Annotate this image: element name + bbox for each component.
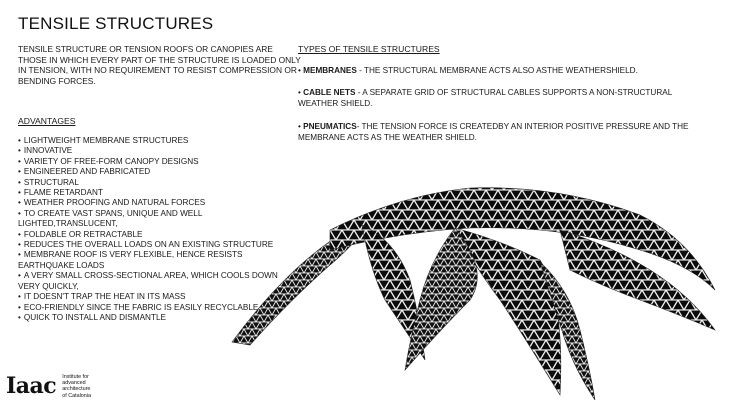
logo-text: Institute for advanced architecture of Catalonia: [62, 374, 91, 399]
types-heading: TYPES OF TENSILE STRUCTURES: [298, 44, 440, 54]
type-term: MEMBRANES: [303, 66, 357, 75]
type-term: CABLE NETS: [303, 88, 356, 97]
list-item: • ENGINEERED AND FABRICATED: [18, 167, 151, 177]
list-item: • A VERY SMALL CROSS-SECTIONAL AREA, WHICH COOLS DOWN VERY QUICKLY,: [18, 271, 278, 291]
list-item: • FOLDABLE OR RETRACTABLE: [18, 229, 143, 239]
iaac-logo: [6, 374, 112, 399]
type-term: PNEUMATICS: [303, 122, 357, 131]
type-membranes: • MEMBRANES - THE STRUCTURAL MEMBRANE ACTS ALSO ASTHE WEATHERSHIELD.: [298, 66, 638, 75]
type-description: - A SEPARATE GRID OF STRUCTURAL CABLES SUPPORTS A NON-STRUCTURAL WEATHER SHIELD.: [298, 88, 672, 108]
list-item: • REDUCES THE OVERALL LOADS ON AN EXISTING STRUCTURE: [18, 240, 274, 250]
list-item: • INNOVATIVE: [18, 146, 73, 156]
advantages-list: [18, 136, 288, 323]
list-item: • TO CREATE VAST SPANS, UNIQUE AND WELL LIGHTED,TRANSLUCENT,: [18, 208, 203, 229]
list-item: • LIGHTWEIGHT MEMBRANE STRUCTURES: [18, 136, 189, 145]
list-item: • QUICK TO INSTALL AND DISMANTLE: [18, 312, 166, 322]
type-description: - THE STRUCTURAL MEMBRANE ACTS ALSO ASTHE WEATHERSHIELD.: [356, 66, 638, 75]
shell-center-dome-left: [405, 228, 477, 370]
list-item: • VARIETY OF FREE-FORM CANOPY DESIGNS: [18, 156, 199, 166]
list-item: • IT DOESN'T TRAP THE HEAT IN ITS MASS: [18, 292, 186, 302]
advantages-heading: ADVANTAGES: [18, 116, 76, 126]
type-description: - THE TENSION FORCE IS CREATEDBY AN INTERIOR POSITIVE PRESSURE AND THE MEMBRANE ACTS AS THE WEATHER SHIELD.: [298, 122, 689, 142]
list-item: • ECO-FRIENDLY SINCE THE FABRIC IS EASILY RECYCLABLE.: [18, 302, 261, 312]
list-item: • WEATHER PROOFING AND NATURAL FORCES: [18, 198, 206, 208]
list-item: • STRUCTURAL: [18, 177, 79, 187]
type-cable-nets: • CABLE NETS - A SEPARATE GRID OF STRUCTURAL CABLES SUPPORTS A NON-STRUCTURAL WEATHER SHIELD.: [298, 88, 672, 108]
logo-mark: Iaac: [6, 373, 57, 400]
list-item: • MEMBRANE ROOF IS VERY FLEXIBLE, HENCE RESISTS EARTHQUAKE LOADS: [18, 250, 243, 270]
slide-title: TENSILE STRUCTURES: [18, 14, 214, 33]
list-item: • FLAME RETARDANT: [18, 188, 103, 198]
intro-paragraph: TENSILE STRUCTURE OR TENSION ROOFS OR CANOPIES ARE THOSE IN WHICH EVERY PART OF THE STRUCTURE IS LOADED ONLY IN TENSION, WITH NO REQUIREMENT TO RESIST COMPRESSION OR BENDING FORCES.: [18, 44, 301, 86]
type-pneumatics: • PNEUMATICS- THE TENSION FORCE IS CREATEDBY AN INTERIOR POSITIVE PRESSURE AND THE MEMBRANE ACTS AS THE WEATHER SHIELD.: [298, 122, 689, 142]
